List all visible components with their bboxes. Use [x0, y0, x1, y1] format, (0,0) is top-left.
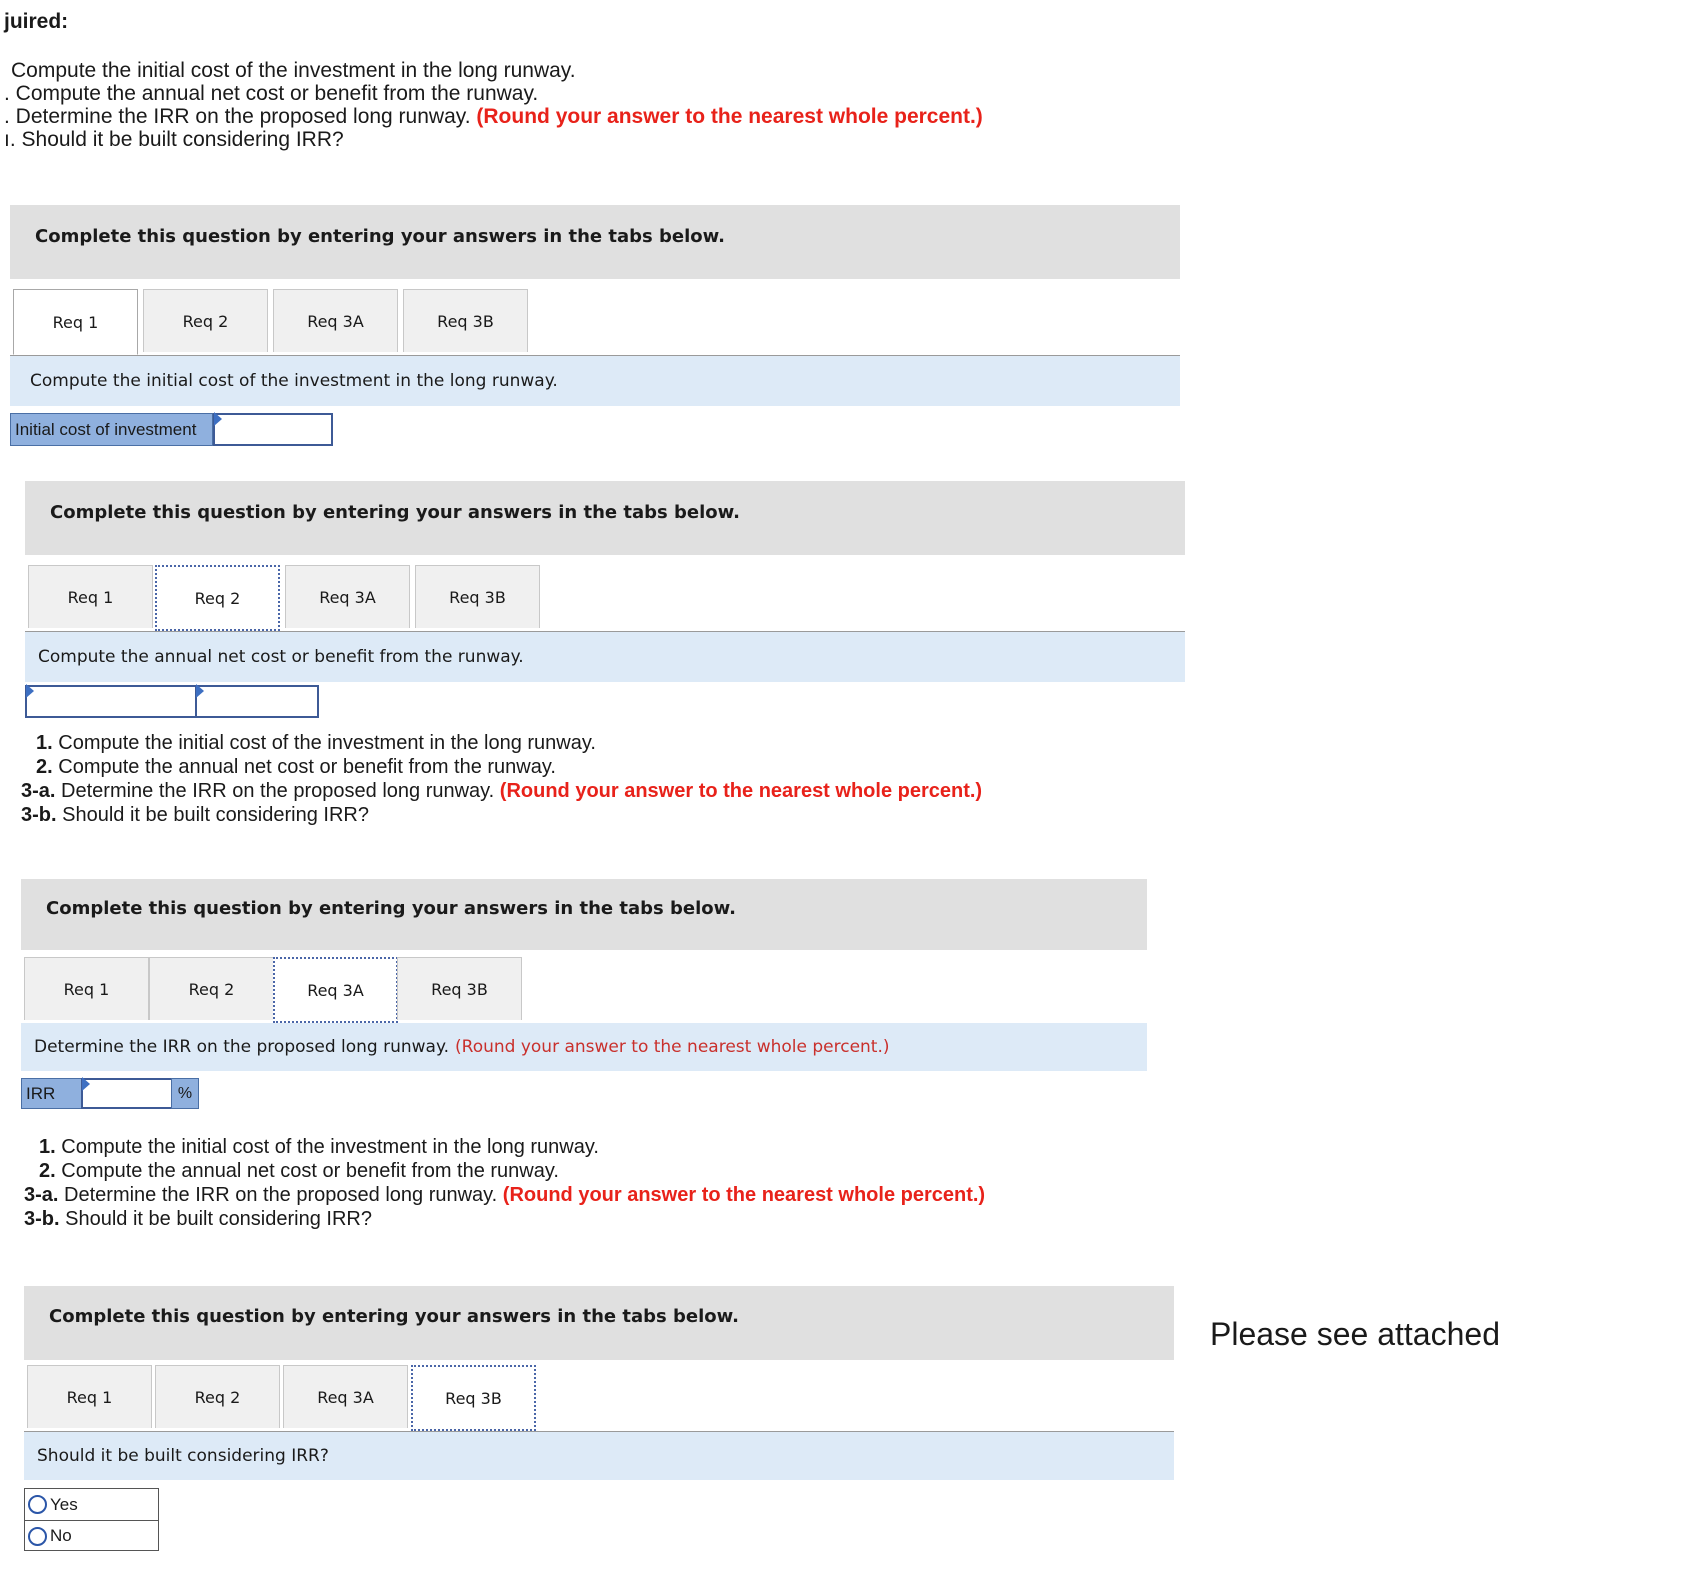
req-text: Determine the IRR on the proposed long runway.: [61, 780, 495, 802]
radio-option-yes[interactable]: [25, 1489, 158, 1520]
irr-input[interactable]: [81, 1078, 173, 1109]
req-line-3b: [24, 1208, 372, 1231]
req-num: 3-b.: [21, 804, 57, 826]
tab-req-2[interactable]: Req 2: [155, 565, 280, 631]
tab-req-3a[interactable]: Req 3A: [285, 565, 410, 628]
tab-req-1[interactable]: Req 1: [27, 1365, 152, 1428]
panel-header-text: Complete this question by entering your answers in the tabs below.: [46, 898, 736, 919]
answer-panel-req3b: [24, 1286, 1174, 1556]
top-req-2: [4, 81, 538, 106]
req-text: Should it be built considering IRR?: [62, 804, 369, 826]
req-text: Determine the IRR on the proposed long runway.: [64, 1184, 498, 1206]
req-line-3b: [21, 804, 369, 827]
top-req-1: [11, 58, 576, 83]
req-num: 1.: [36, 732, 53, 754]
panel-header: [24, 1286, 1174, 1360]
side-note: Please see attached: [1210, 1316, 1500, 1352]
req-text: Compute the annual net cost or benefit from the runway.: [61, 1160, 559, 1182]
req-line-3a: [21, 780, 982, 803]
req-text: Compute the initial cost of the investment in the long runway.: [58, 732, 596, 754]
top-req-3a-text: . Determine the IRR on the proposed long runway.: [4, 105, 471, 128]
tab-req-3a[interactable]: Req 3A: [273, 289, 398, 352]
irr-field[interactable]: [83, 1080, 171, 1107]
panel-header: [21, 879, 1147, 950]
top-req-3a: [4, 104, 983, 129]
top-req-3b-text: ı. Should it be built considering IRR?: [4, 128, 344, 151]
tab-req-3b[interactable]: Req 3B: [415, 565, 540, 628]
input-marker-icon: [26, 684, 34, 698]
initial-cost-input[interactable]: [213, 413, 333, 446]
input-marker-icon: [196, 684, 204, 698]
instruction-bar: [25, 632, 1185, 682]
tab-row: [25, 565, 1185, 632]
tab-row: [10, 289, 1180, 356]
instruction-bar: [24, 1432, 1174, 1480]
round-note: (Round your answer to the nearest whole percent.): [455, 1037, 890, 1057]
tab-req-1[interactable]: Req 1: [24, 957, 149, 1020]
annual-label-field[interactable]: [27, 687, 195, 716]
tab-req-2[interactable]: Req 2: [143, 289, 268, 352]
req-text: Compute the initial cost of the investment in the long runway.: [61, 1136, 599, 1158]
tab-req-3b[interactable]: Req 3B: [403, 289, 528, 352]
initial-cost-label: Initial cost of investment: [10, 413, 213, 446]
tab-req-1[interactable]: Req 1: [13, 289, 138, 355]
tab-row: [24, 1365, 1174, 1432]
instruction-bar: [10, 356, 1180, 406]
decision-radio-group: [24, 1488, 159, 1551]
percent-unit: %: [171, 1078, 199, 1109]
tab-row: [21, 957, 1147, 1024]
round-note: (Round your answer to the nearest whole percent.): [502, 1184, 986, 1206]
round-note: (Round your answer to the nearest whole percent.): [499, 780, 983, 802]
initial-cost-field[interactable]: [215, 415, 331, 444]
req-text: Should it be built considering IRR?: [65, 1208, 372, 1230]
radio-icon[interactable]: [28, 1527, 47, 1546]
panel-header: [25, 481, 1185, 555]
tab-req-3b[interactable]: Req 3B: [411, 1365, 536, 1431]
tab-req-3a[interactable]: Req 3A: [273, 957, 398, 1023]
panel-header: [10, 205, 1180, 279]
tab-req-1[interactable]: Req 1: [28, 565, 153, 628]
instruction-text: Should it be built considering IRR?: [37, 1446, 329, 1466]
req-line-3a: [24, 1184, 985, 1207]
top-req-3b: [4, 127, 344, 152]
panel-header-text: Complete this question by entering your answers in the tabs below.: [35, 226, 725, 247]
answer-panel-req1: [10, 205, 1180, 445]
radio-icon[interactable]: [28, 1495, 47, 1514]
tab-req-3a[interactable]: Req 3A: [283, 1365, 408, 1428]
requirements-heading: juired:: [4, 10, 69, 33]
top-req-2-text: . Compute the annual net cost or benefit from the runway.: [4, 82, 539, 105]
answer-panel-req3a: [21, 879, 1147, 1119]
req-num: 3-a.: [21, 780, 56, 802]
panel-header-text: Complete this question by entering your answers in the tabs below.: [49, 1306, 739, 1327]
radio-option-no[interactable]: [25, 1520, 158, 1551]
req-line-1: [36, 732, 596, 755]
instruction-bar: [21, 1023, 1147, 1071]
input-marker-icon: [82, 1077, 90, 1091]
req-num: 2.: [39, 1160, 56, 1182]
answer-panel-req2: [25, 481, 1185, 721]
top-req-1-text: Compute the initial cost of the investment in the long runway.: [11, 59, 576, 82]
instruction-text: Determine the IRR on the proposed long runway.: [34, 1037, 450, 1057]
req-num: 1.: [39, 1136, 56, 1158]
annual-amount-input[interactable]: [195, 685, 319, 718]
req-line-1: [39, 1136, 599, 1159]
req-line-2: [36, 756, 556, 779]
tab-req-3b[interactable]: Req 3B: [397, 957, 522, 1020]
radio-label-yes: Yes: [50, 1494, 78, 1514]
annual-label-input[interactable]: [25, 685, 197, 718]
irr-label: IRR: [21, 1078, 82, 1109]
panel-header-text: Complete this question by entering your answers in the tabs below.: [50, 502, 740, 523]
radio-label-no: No: [50, 1526, 72, 1545]
annual-amount-field[interactable]: [197, 687, 317, 716]
req-num: 3-b.: [24, 1208, 60, 1230]
instruction-text: Compute the initial cost of the investment in the long runway.: [30, 371, 558, 391]
round-note: (Round your answer to the nearest whole percent.): [476, 105, 983, 128]
tab-req-2[interactable]: Req 2: [155, 1365, 280, 1428]
instruction-text: Compute the annual net cost or benefit from the runway.: [38, 647, 524, 667]
req-line-2: [39, 1160, 559, 1183]
input-marker-icon: [214, 412, 222, 426]
req-num: 3-a.: [24, 1184, 59, 1206]
req-text: Compute the annual net cost or benefit from the runway.: [58, 756, 556, 778]
req-num: 2.: [36, 756, 53, 778]
tab-req-2[interactable]: Req 2: [149, 957, 274, 1020]
